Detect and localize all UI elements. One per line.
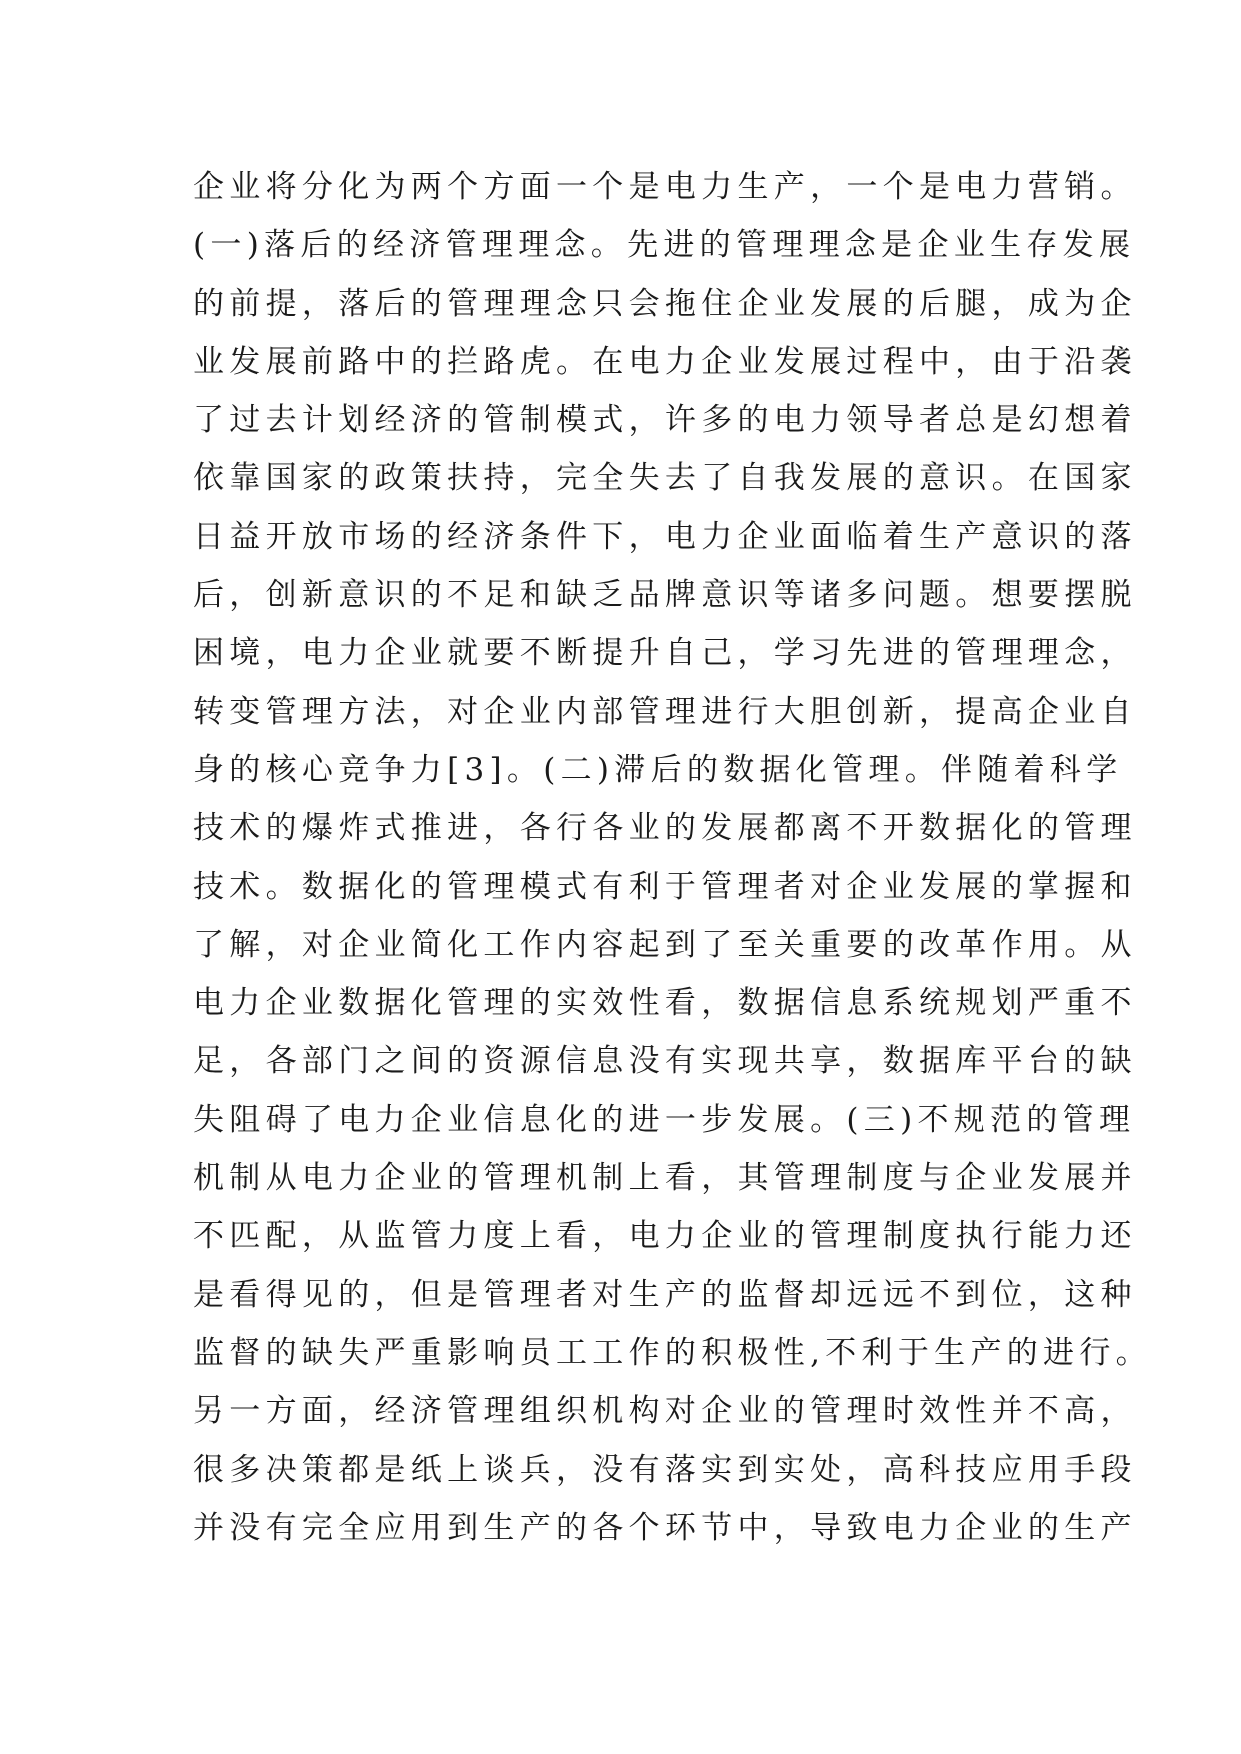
text-line: 不匹配，从监管力度上看，电力企业的管理制度执行能力还 <box>193 1218 1137 1255</box>
text-line: 失阻碍了电力企业信息化的进一步发展。(三)不规范的管理 <box>193 1101 1136 1138</box>
text-line: 电力企业数据化管理的实效性看，数据信息系统规划严重不 <box>193 985 1137 1022</box>
text-line: (一)落后的经济管理理念。先进的管理理念是企业生存发展 <box>193 227 1136 264</box>
body-text <box>193 158 1152 1557</box>
text-line: 的前提，落后的管理理念只会拖住企业发展的后腿，成为企 <box>193 285 1137 322</box>
text-line: 技术。数据化的管理模式有利于管理者对企业发展的掌握和 <box>193 868 1137 905</box>
text-line: 了过去计划经济的管制模式，许多的电力领导者总是幻想着 <box>193 402 1137 439</box>
text-line: 是看得见的，但是管理者对生产的监督却远远不到位，这种 <box>193 1276 1137 1313</box>
text-line: 企业将分化为两个方面一个是电力生产，一个是电力营销。 <box>193 169 1137 205</box>
text-line: 转变管理方法，对企业内部管理进行大胆创新，提高企业自 <box>193 693 1137 730</box>
text-line: 业发展前路中的拦路虎。在电力企业发展过程中，由于沿袭 <box>193 343 1137 380</box>
text-line: 监督的缺失严重影响员工工作的积极性,不利于生产的进行。 <box>193 1334 1152 1371</box>
text-line: 很多决策都是纸上谈兵，没有落实到实处，高科技应用手段 <box>193 1451 1137 1488</box>
text-line: 日益开放市场的经济条件下，电力企业面临着生产意识的落 <box>193 518 1137 555</box>
text-line: 足，各部门之间的资源信息没有实现共享，数据库平台的缺 <box>193 1043 1137 1080</box>
text-line: 并没有完全应用到生产的各个环节中，导致电力企业的生产 <box>193 1509 1137 1546</box>
text-line: 技术的爆炸式推进，各行各业的发展都离不开数据化的管理 <box>193 810 1137 847</box>
text-line: 另一方面，经济管理组织机构对企业的管理时效性并不高， <box>193 1393 1137 1430</box>
text-line: 了解，对企业简化工作内容起到了至关重要的改革作用。从 <box>193 926 1137 963</box>
text-line: 身的核心竞争力[3]。(二)滞后的数据化管理。伴随着科学 <box>193 751 1123 788</box>
text-line: 后，创新意识的不足和缺乏品牌意识等诸多问题。想要摆脱 <box>193 577 1137 614</box>
text-line: 依靠国家的政策扶持，完全失去了自我发展的意识。在国家 <box>193 460 1137 497</box>
text-line: 困境，电力企业就要不断提升自己，学习先进的管理理念， <box>193 635 1137 672</box>
text-line: 机制从电力企业的管理机制上看，其管理制度与企业发展并 <box>193 1160 1137 1197</box>
